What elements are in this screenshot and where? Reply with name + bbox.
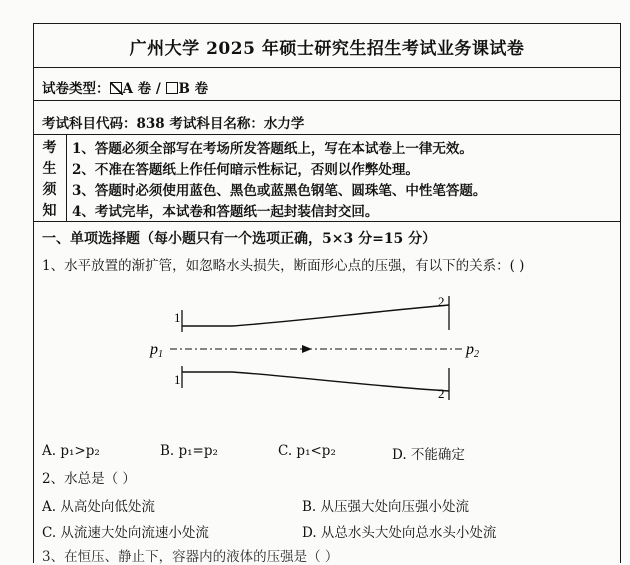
- divider: [33, 221, 621, 222]
- notice-char: 须: [42, 182, 57, 198]
- q2-option-a: A. 从高处向低处流: [42, 499, 155, 515]
- divider: [33, 100, 621, 101]
- paper-type-label: 试卷类型：: [42, 81, 110, 97]
- notice-char: 知: [42, 203, 57, 219]
- notice-item: 3、答题时必须使用蓝色、黑色或蓝黑色钢笔、圆珠笔、中性笔答题。: [72, 183, 487, 199]
- checkbox-checked-icon: [110, 82, 122, 94]
- q2-option-d: D. 从总水头大处向总水头小处流: [302, 525, 497, 541]
- section-1-label-bottom: 1: [174, 372, 181, 387]
- notice-item: 4、考试完毕，本试卷和答题纸一起封装信封交回。: [72, 204, 379, 220]
- pipe-lower-wall: [182, 372, 449, 391]
- exam-title: 广州大学 2025 年硕士研究生招生考试业务课试卷: [129, 39, 525, 59]
- q1-option-c: C. p₁<p₂: [278, 443, 336, 459]
- q2-option-b: B. 从压强大处向压强小处流: [302, 499, 470, 515]
- divider: [33, 134, 621, 135]
- q2-option-c: C. 从流速大处向流速小处流: [42, 525, 209, 541]
- expanding-pipe-diagram: [140, 288, 500, 403]
- q1-option-b: B. p₁=p₂: [160, 443, 218, 459]
- section-2-label-top: 2: [438, 294, 445, 309]
- separator: /: [151, 81, 166, 97]
- p2-label: p2: [466, 341, 479, 360]
- question-2: 2、水总是（ ）: [42, 471, 136, 487]
- q1-option-d: D. 不能确定: [392, 447, 465, 463]
- notice-item: 2、不准在答题纸上作任何暗示性标记，否则以作弊处理。: [72, 162, 419, 178]
- notice-char: 生: [42, 161, 57, 177]
- subject-line: 考试科目代码：838 考试科目名称：水力学: [42, 116, 305, 132]
- section-1-label-top: 1: [174, 310, 181, 325]
- divider: [33, 67, 621, 68]
- paper-type: [42, 77, 208, 97]
- section-2-label-bottom: 2: [438, 386, 445, 401]
- notice-char: 考: [42, 140, 57, 156]
- pipe-upper-wall: [182, 305, 449, 326]
- section-heading: 一、单项选择题（每小题只有一个选项正确，5×3 分=15 分）: [42, 231, 437, 247]
- question-1: 1、水平放置的渐扩管，如忽略水头损失，断面形心点的压强，有以下的关系：( ): [42, 258, 525, 274]
- p1-label: p1: [150, 341, 163, 360]
- flow-arrow-icon: [302, 345, 312, 353]
- notice-side-column: [33, 135, 67, 221]
- notice-item: 1、答题必须全部写在考场所发答题纸上，写在本试卷上一律无效。: [72, 141, 473, 157]
- q1-option-a: A. p₁>p₂: [42, 443, 100, 459]
- option-b-label: B 卷: [178, 81, 209, 97]
- question-3-partial: 3、在恒压、静止下，容器内的液体的压强是（ ）: [42, 549, 339, 565]
- checkbox-empty-icon: [166, 82, 178, 94]
- option-a-label: A 卷: [122, 81, 152, 97]
